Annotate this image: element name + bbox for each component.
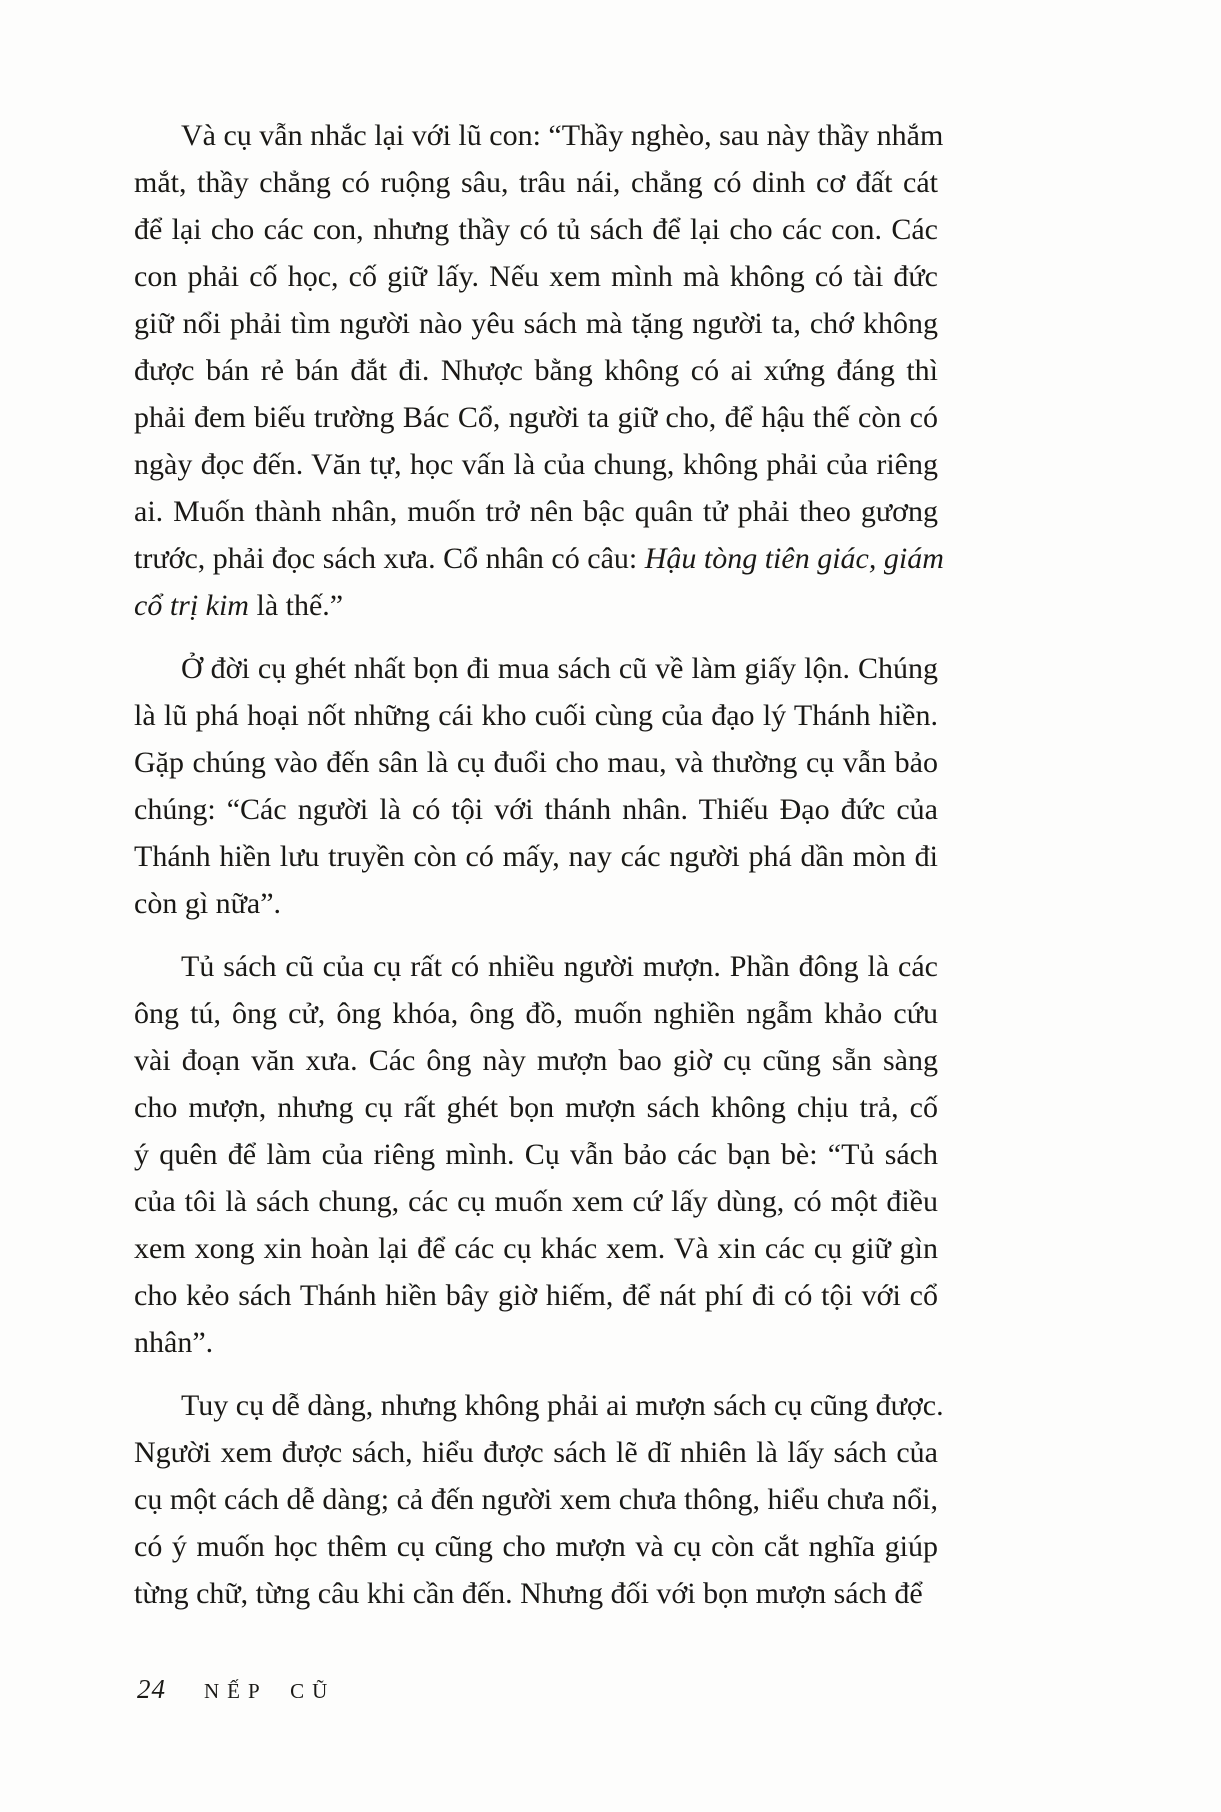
- page-footer: [137, 1674, 335, 1705]
- text-line: của tôi là sách chung, các cụ muốn xem cứ lấy dùng, có một điều: [134, 1185, 938, 1218]
- text-line: nhân”.: [134, 1326, 214, 1359]
- text-line: [134, 535, 944, 582]
- text-line: phải đem biếu trường Bác Cổ, người ta giữ cho, để hậu thế còn có: [134, 401, 938, 434]
- text-line: ngày đọc đến. Văn tự, học vấn là của chung, không phải của riêng: [134, 448, 938, 481]
- text-line: mắt, thầy chẳng có ruộng sâu, trâu nái, chẳng có dinh cơ đất cát: [134, 166, 938, 199]
- text-line: Gặp chúng vào đến sân là cụ đuổi cho mau, và thường cụ vẫn bảo: [134, 746, 938, 779]
- text-line: cho mượn, nhưng cụ rất ghét bọn mượn sách không chịu trả, cố: [134, 1091, 938, 1124]
- text-line: Tuy cụ dễ dàng, nhưng không phải ai mượn sách cụ cũng được.: [181, 1389, 944, 1422]
- text-line: còn gì nữa”.: [134, 887, 282, 920]
- text-line: là lũ phá hoại nốt những cái kho cuối cùng của đạo lý Thánh hiền.: [134, 699, 938, 732]
- text-line: để lại cho các con, nhưng thầy có tủ sách để lại cho các con. Các: [134, 213, 938, 246]
- paragraph: [134, 943, 938, 1366]
- text-line: Thánh hiền lưu truyền còn có mấy, nay các người phá dần mòn đi: [134, 840, 938, 873]
- text-line: xem xong xin hoàn lại để các cụ khác xem. Và xin các cụ giữ gìn: [134, 1232, 938, 1265]
- text-line: con phải cố học, cố giữ lấy. Nếu xem mình mà không có tài đức: [134, 260, 938, 293]
- text-line: ai. Muốn thành nhân, muốn trở nên bậc quân tử phải theo gương: [134, 495, 938, 528]
- text-line: ông tú, ông cử, ông khóa, ông đồ, muốn nghiền ngẫm khảo cứu: [134, 997, 938, 1030]
- page-text: [134, 112, 944, 1617]
- text-line: vài đoạn văn xưa. Các ông này mượn bao giờ cụ cũng sẵn sàng: [134, 1044, 938, 1077]
- text-line: giữ nổi phải tìm người nào yêu sách mà tặng người ta, chớ không: [134, 307, 938, 340]
- text-line: Tủ sách cũ của cụ rất có nhiều người mượn. Phần đông là các: [181, 950, 938, 983]
- italic-text-run: Hậu tòng tiên giác, giám: [644, 542, 944, 575]
- text-line: cụ một cách dễ dàng; cả đến người xem chưa thông, hiểu chưa nổi,: [134, 1483, 938, 1516]
- italic-text-run: cổ trị kim: [134, 589, 249, 622]
- running-title: NẾP CŨ: [204, 1679, 336, 1703]
- text-line: có ý muốn học thêm cụ cũng cho mượn và cụ còn cắt nghĩa giúp: [134, 1530, 938, 1563]
- paragraph: [134, 1382, 944, 1617]
- text-line: ý quên để làm của riêng mình. Cụ vẫn bảo các bạn bè: “Tủ sách: [134, 1138, 938, 1171]
- text-run: trước, phải đọc sách xưa. Cổ nhân có câu:: [134, 542, 645, 575]
- text-line: Người xem được sách, hiểu được sách lẽ dĩ nhiên là lấy sách của: [134, 1436, 938, 1469]
- text-line: Ở đời cụ ghét nhất bọn đi mua sách cũ về làm giấy lộn. Chúng: [181, 652, 938, 685]
- paragraph: [134, 112, 944, 629]
- text-line: chúng: “Các người là có tội với thánh nhân. Thiếu Đạo đức của: [134, 793, 938, 826]
- text-run: là thế.”: [248, 589, 344, 622]
- text-line: Và cụ vẫn nhắc lại với lũ con: “Thầy nghèo, sau này thầy nhắm: [181, 119, 944, 152]
- page-number: 24: [137, 1674, 166, 1704]
- text-line: được bán rẻ bán đắt đi. Nhược bằng không có ai xứng đáng thì: [134, 354, 938, 387]
- paragraph: [134, 645, 938, 927]
- text-line: [134, 582, 938, 629]
- text-line: cho kẻo sách Thánh hiền bây giờ hiếm, để nát phí đi có tội với cổ: [134, 1279, 938, 1312]
- text-line: từng chữ, từng câu khi cần đến. Nhưng đối với bọn mượn sách để: [134, 1577, 923, 1610]
